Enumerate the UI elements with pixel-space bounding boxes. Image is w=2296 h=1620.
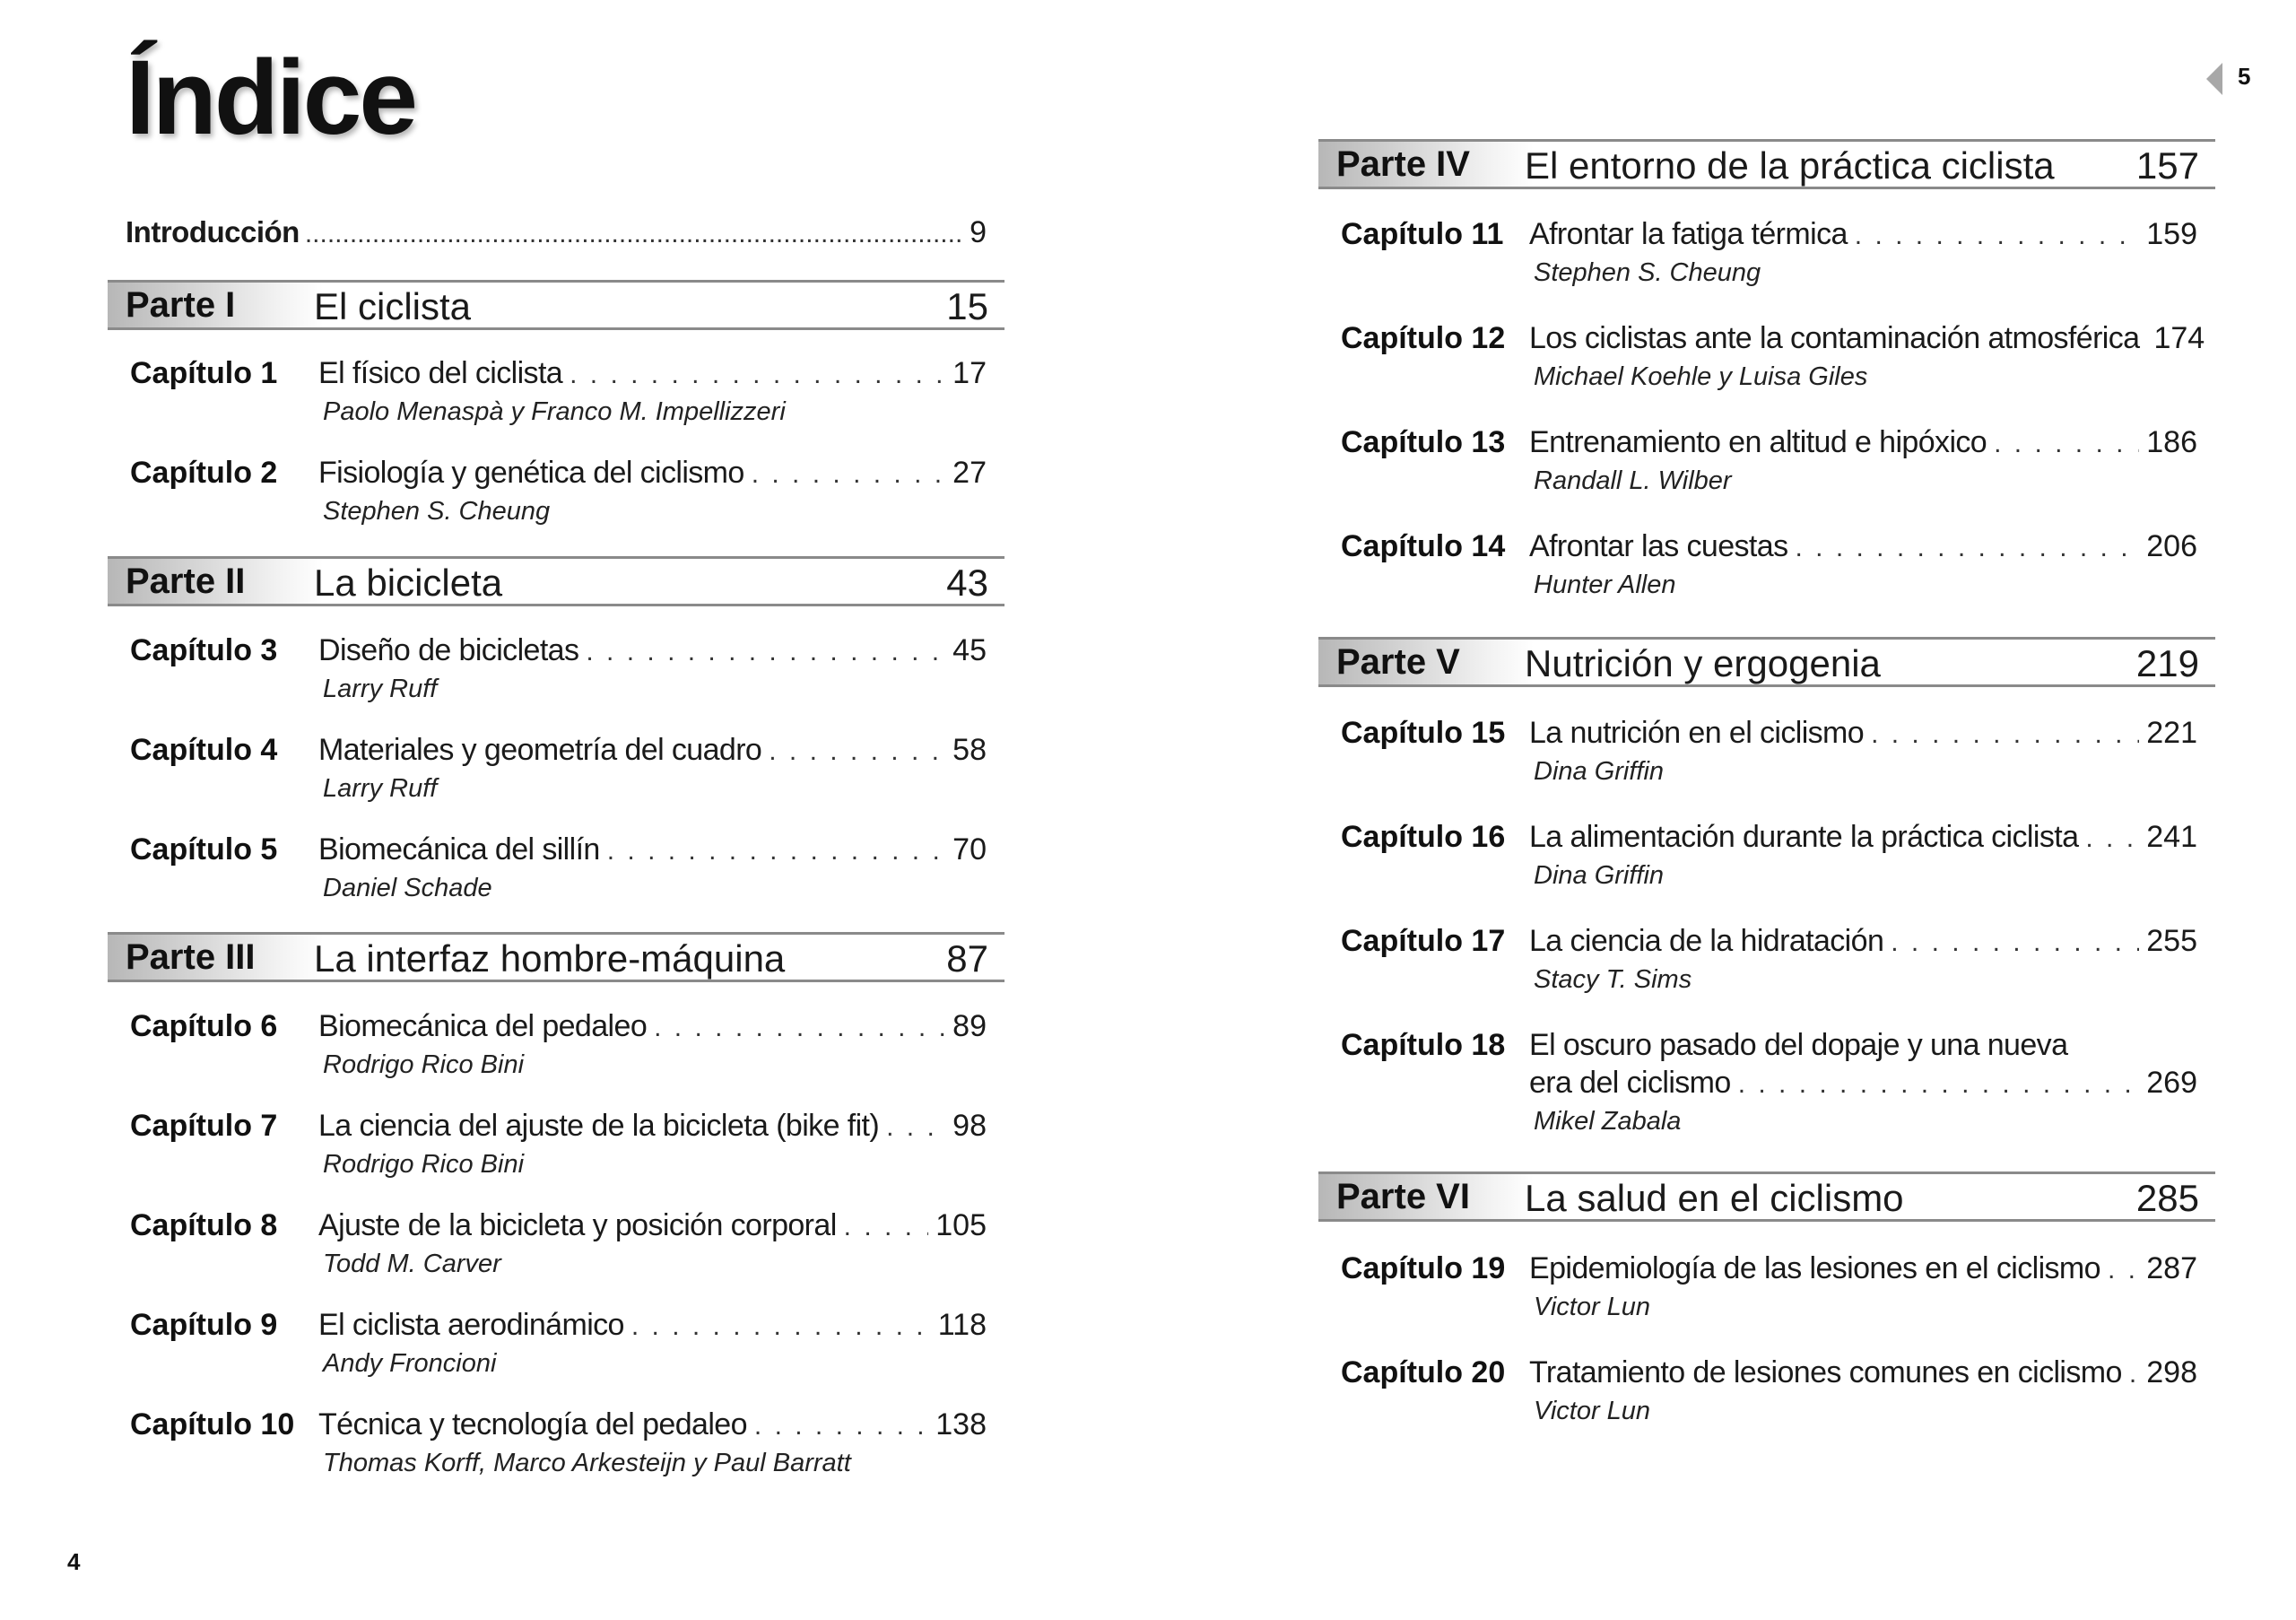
chapter-author: Rodrigo Rico Bini [323, 1050, 525, 1079]
chapter-page: 98 [952, 1109, 987, 1143]
dot-leader [769, 736, 945, 767]
chapter-label: Capítulo 13 [1341, 425, 1506, 459]
chapter-author: Rodrigo Rico Bini [323, 1150, 525, 1179]
chapter-page: 255 [2146, 924, 2197, 958]
chapter-author: Randall L. Wilber [1534, 466, 1732, 495]
chapter-author: Dina Griffin [1534, 861, 1665, 890]
toc-intro-entry[interactable] [126, 215, 987, 250]
chapter-author: Paolo Menaspà y Franco M. Impellizzeri [323, 397, 786, 426]
dot-leader [886, 1112, 945, 1143]
chapter-page: 269 [2146, 1066, 2197, 1100]
chapter-author: Hunter Allen [1534, 570, 1676, 599]
part-header[interactable] [108, 280, 1004, 330]
part-label: Parte IV [1336, 144, 1470, 184]
dot-leader [752, 459, 945, 490]
page-arrow-icon [2206, 63, 2222, 95]
chapter-label: Capítulo 18 [1341, 1028, 1506, 1062]
dot-leader [1891, 928, 2139, 958]
chapter-author: Michael Koehle y Luisa Giles [1534, 362, 1868, 391]
chapter-label: Capítulo 11 [1341, 217, 1504, 251]
part-title: La interfaz hombre-máquina [314, 937, 786, 980]
dot-leader [654, 1013, 945, 1043]
chapter-page: 241 [2146, 820, 2197, 854]
chapter-title: Afrontar las cuestas [1529, 529, 1788, 563]
chapter-page: 221 [2146, 716, 2197, 750]
part-header[interactable] [108, 556, 1004, 606]
dot-leader [570, 360, 945, 390]
part-page: 219 [2135, 642, 2199, 684]
chapter-author: Larry Ruff [323, 774, 438, 803]
chapter-label: Capítulo 2 [130, 456, 278, 490]
dot-leader [1738, 1069, 2140, 1100]
dot-leader [2129, 1359, 2139, 1389]
part-label: Parte V [1336, 642, 1460, 682]
chapter-author: Stephen S. Cheung [1534, 258, 1761, 287]
chapter-title: El físico del ciclista [318, 356, 563, 390]
chapter-title: La ciencia del ajuste de la bicicleta (bike fit) [318, 1109, 880, 1143]
chapter-author: Victor Lun [1534, 1293, 1651, 1321]
chapter-title: Materiales y geometría del cuadro [318, 733, 762, 767]
chapter-page: 70 [952, 832, 987, 867]
chapter-label: Capítulo 7 [130, 1109, 278, 1143]
chapter-title: Biomecánica del sillín [318, 832, 600, 867]
part-label: Parte III [126, 937, 256, 977]
part-page: 157 [2135, 144, 2199, 187]
chapter-page: 174 [2153, 321, 2205, 355]
dot-leader [1871, 719, 2139, 750]
part-header[interactable] [1318, 637, 2215, 687]
chapter-label: Capítulo 1 [130, 356, 278, 390]
chapter-label: Capítulo 5 [130, 832, 278, 867]
chapter-label: Capítulo 6 [130, 1009, 278, 1043]
chapter-title: La nutrición en el ciclismo [1529, 716, 1865, 750]
chapter-title: Tratamiento de lesiones comunes en ciclismo [1529, 1355, 2122, 1389]
dot-leader [2108, 1255, 2139, 1285]
chapter-page: 105 [935, 1208, 987, 1242]
dot-leader [631, 1311, 931, 1342]
chapter-title: Epidemiología de las lesiones en el ciclismo [1529, 1251, 2100, 1285]
chapter-title: Afrontar la fatiga térmica [1529, 217, 1848, 251]
part-title: La salud en el ciclismo [1525, 1177, 1904, 1219]
chapter-page: 17 [952, 356, 987, 390]
part-title: La bicicleta [314, 562, 503, 604]
part-page: 15 [946, 285, 988, 327]
chapter-title: El ciclista aerodinámico [318, 1308, 624, 1342]
part-header[interactable] [108, 932, 1004, 982]
chapter-label: Capítulo 9 [130, 1308, 278, 1342]
intro-label: Introducción [126, 215, 300, 248]
part-page: 285 [2135, 1177, 2199, 1219]
chapter-author: Todd M. Carver [323, 1250, 501, 1278]
chapter-author: Daniel Schade [323, 874, 492, 902]
chapter-label: Capítulo 17 [1341, 924, 1506, 958]
part-title: El entorno de la práctica ciclista [1525, 144, 2055, 187]
chapter-page: 118 [937, 1308, 987, 1342]
part-page: 43 [946, 562, 988, 604]
dot-leader [586, 637, 945, 667]
dot-leader [1855, 221, 2139, 251]
chapter-title: Técnica y tecnología del pedaleo [318, 1407, 747, 1441]
chapter-page: 58 [952, 733, 987, 767]
chapter-page: 287 [2146, 1251, 2197, 1285]
chapter-page: 27 [952, 456, 987, 490]
chapter-title: Ajuste de la bicicleta y posición corporal [318, 1208, 837, 1242]
chapter-label: Capítulo 4 [130, 733, 278, 767]
chapter-author: Dina Griffin [1534, 757, 1665, 786]
part-page: 87 [946, 937, 988, 980]
page-title: Índice [126, 39, 415, 157]
dot-leader [1795, 533, 2139, 563]
chapter-title: Diseño de bicicletas [318, 633, 579, 667]
chapter-author: Mikel Zabala [1534, 1107, 1682, 1136]
chapter-page: 89 [952, 1009, 987, 1043]
chapter-title: Biomecánica del pedaleo [318, 1009, 648, 1043]
chapter-author: Victor Lun [1534, 1397, 1651, 1425]
chapter-author: Stacy T. Sims [1534, 965, 1692, 994]
chapter-title: La ciencia de la hidratación [1529, 924, 1884, 958]
chapter-title: Los ciclistas ante la contaminación atmosférica [1529, 321, 2140, 355]
chapter-label: Capítulo 19 [1341, 1251, 1506, 1285]
part-title: Nutrición y ergogenia [1525, 642, 1881, 684]
chapter-page: 159 [2146, 217, 2197, 251]
chapter-author: Larry Ruff [323, 675, 438, 703]
dot-leader [607, 836, 945, 867]
dot-leader [844, 1212, 929, 1242]
chapter-label: Capítulo 20 [1341, 1355, 1506, 1389]
chapter-label: Capítulo 3 [130, 633, 278, 667]
chapter-author: Andy Froncioni [323, 1349, 497, 1378]
chapter-label: Capítulo 16 [1341, 820, 1506, 854]
part-title: El ciclista [314, 285, 472, 327]
chapter-label: Capítulo 14 [1341, 529, 1506, 563]
dot-leader [2085, 823, 2139, 854]
chapter-title: Entrenamiento en altitud e hipóxico [1529, 425, 1987, 459]
intro-page: 9 [970, 215, 987, 249]
chapter-page: 298 [2146, 1355, 2197, 1389]
chapter-label: Capítulo 8 [130, 1208, 278, 1242]
chapter-title-line1: El oscuro pasado del dopaje y una nueva [1529, 1028, 2068, 1062]
chapter-author: Thomas Korff, Marco Arkesteijn y Paul Barratt [323, 1449, 851, 1477]
page-number: 5 [2238, 63, 2251, 90]
chapter-label: Capítulo 12 [1341, 321, 1506, 355]
dot-leader [305, 219, 964, 249]
chapter-author: Stephen S. Cheung [323, 497, 551, 526]
chapter-title: La alimentación durante la práctica ciclista [1529, 820, 2079, 854]
part-header[interactable] [1318, 139, 2215, 189]
chapter-title: Fisiología y genética del ciclismo [318, 456, 744, 490]
dot-leader [754, 1411, 928, 1441]
chapter-page: 186 [2146, 425, 2197, 459]
chapter-label: Capítulo 10 [130, 1407, 295, 1441]
chapter-title: era del ciclismo [1529, 1066, 1731, 1100]
chapter-label: Capítulo 15 [1341, 716, 1506, 750]
part-label: Parte I [126, 285, 236, 325]
chapter-page: 206 [2146, 529, 2197, 563]
page-number: 4 [67, 1548, 81, 1575]
dot-leader [1994, 429, 2139, 459]
part-header[interactable] [1318, 1171, 2215, 1222]
chapter-page: 138 [935, 1407, 987, 1441]
part-label: Parte II [126, 562, 246, 601]
part-label: Parte VI [1336, 1177, 1470, 1216]
chapter-page: 45 [952, 633, 987, 667]
